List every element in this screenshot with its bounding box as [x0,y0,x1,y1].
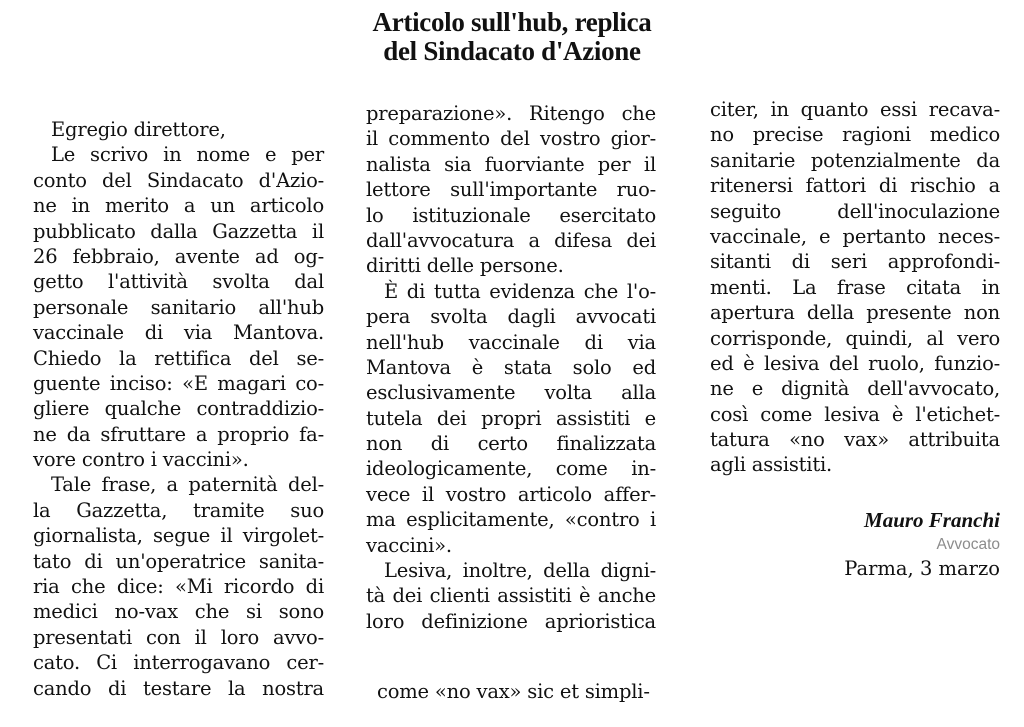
text-line: personale sanitario all'hub [33,295,324,319]
headline-line-2: del Sindacato d'Azione [383,36,641,66]
text-line: diritti delle persone. [366,254,564,278]
text-line: vore contro i vaccini». [33,448,249,472]
salutation: Egregio direttore, [51,118,226,141]
text-line: non di certo finalizzata [366,432,656,456]
headline-line-1: Articolo sull'hub, replica [372,7,652,37]
headline [0,8,1024,66]
text-line: nell'hub vaccinale di via [366,330,656,354]
text-line: vece il vostro articolo affer- [366,482,656,506]
text-line: cato. Ci interrogavano cer- [33,651,324,675]
text-line: agli assistiti. [710,453,833,477]
text-line: vaccinale, e pertanto neces- [710,224,1000,248]
text-line: giornalista, segue il virgolet- [33,524,324,548]
text-line: lo istituzionale esercitato [366,203,656,227]
text-line: medici no-vax che si sono [33,600,324,624]
text-line: sanitarie potenzialmente da [710,148,1000,172]
author-role: Avvocato [936,536,1000,553]
text-line: tutela dei propri assistiti e [366,406,656,430]
text-line: pera svolta dagli avvocati [366,305,656,329]
text-line: dall'avvocatura a difesa dei [366,228,656,252]
text-line: come «no vax» sic et simpli- [377,680,650,703]
text-line: così come lesiva è l'etichet- [710,402,1000,426]
text-line: preparazione». Ritengo che [366,102,656,125]
text-line: no precise ragioni medico [710,123,1000,147]
text-line: conto del Sindacato d'Azio- [33,168,324,192]
signature-block [844,506,1000,582]
text-line: ideologicamente, come in- [366,457,656,481]
column-2 [366,101,656,703]
text-line: presentati con il loro avvo- [33,625,324,649]
text-line: lettore sull'importante ruo- [366,178,656,202]
text-line: corrisponde, quindi, al vero [710,326,1000,350]
text-line: tatura «no vax» attribuita [710,428,1000,452]
text-line: Lesiva, inoltre, della digni- [384,559,656,583]
author-name: Mauro Franchi [864,508,1000,532]
text-line: Chiedo la rettifica del se- [33,346,324,370]
column-1 [33,117,324,701]
text-line: citer, in quanto essi recava- [710,98,1000,121]
text-line: vaccinale di via Mantova. [33,321,324,345]
text-line: Le scrivo in nome e per [51,143,324,167]
text-line: 26 febbraio, avente ad og- [33,244,324,268]
text-line: tà dei clienti assistiti è anche [366,584,656,608]
text-line: seguito dell'inoculazione [710,199,1000,223]
text-line: nalista sia fuorviante per il [366,152,656,176]
text-line: apertura della presente non [710,301,1000,325]
text-line: sitanti di seri approfondi- [710,250,1000,274]
text-line: gliere qualche contraddizio- [33,397,324,421]
text-line: menti. La frase citata in [710,275,1000,299]
text-line: Mantova è stata solo ed [366,355,656,379]
place-date: Parma, 3 marzo [844,557,1000,580]
text-line: ne da sfruttare a proprio fa- [33,422,324,446]
text-line: vaccini». [366,533,452,557]
text-line: pubblicato dalla Gazzetta il [33,219,324,243]
text-line: il commento del vostro gior- [366,127,656,151]
text-line: getto l'attività svolta dal [33,270,324,294]
text-line: loro definizione aprioristica [366,609,656,633]
text-line: guente inciso: «E magari co- [33,371,324,395]
text-line: la Gazzetta, tramite suo [33,498,324,522]
text-line: ed è lesiva del ruolo, funzio- [710,351,1000,375]
text-line: esclusivamente volta alla [366,381,656,405]
text-line: ria che dice: «Mi ricordo di [33,575,324,599]
text-line: ne e dignità dell'avvocato, [710,377,1000,401]
column-3 [710,97,1000,478]
text-line: cando di testare la nostra [33,676,324,700]
text-line: Tale frase, a paternità del- [51,473,324,497]
text-line: È di tutta evidenza che l'o- [384,279,656,303]
text-line: tato di un'operatrice sanita- [33,549,324,573]
text-line: ritenersi fattori di rischio a [710,174,1000,198]
text-line: ne in merito a un articolo [33,194,324,218]
text-line: ma esplicitamente, «contro i [366,508,656,532]
